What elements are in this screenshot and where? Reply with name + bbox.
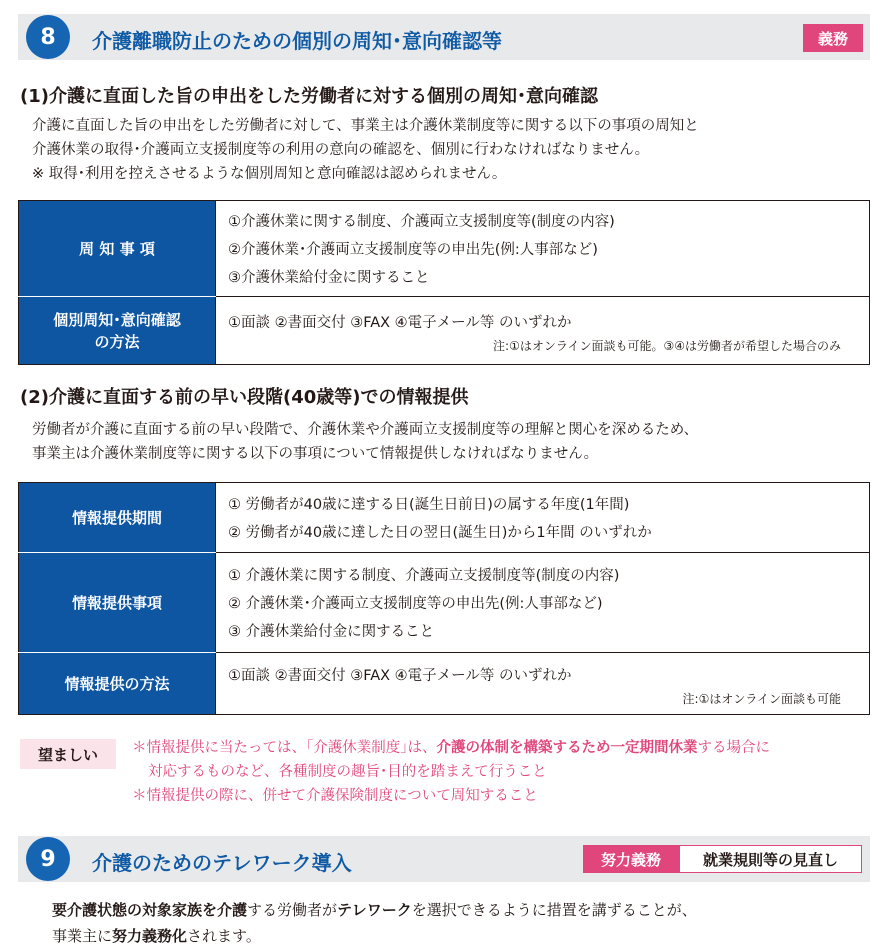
notification-table bbox=[18, 200, 870, 365]
section-9-emphasis: 要介護状態の対象家族を介護 bbox=[52, 901, 248, 919]
preferable-line-1-c: する場合に bbox=[697, 740, 770, 756]
part-1-heading: (1)介護に直面した旨の申出をした労働者に対する個別の周知･意向確認 bbox=[20, 86, 598, 107]
section-8-title: 介護離職防止のための個別の周知･意向確認等 bbox=[92, 29, 502, 53]
section-9-text-part: されます。 bbox=[187, 927, 261, 945]
part-1-note-line: ※ 取得･利用を控えさせるような個別周知と意向確認は認められません。 bbox=[32, 166, 507, 182]
effort-obligation-badge: 努力義務 bbox=[583, 845, 679, 873]
method-note: 注:①はオンライン面談も可能。③④は労働者が希望した場合のみ bbox=[493, 338, 841, 353]
table-head-info-method: 情報提供の方法 bbox=[19, 653, 216, 715]
section-9-line-2 bbox=[52, 923, 697, 949]
section-9-text-part: 事業主に bbox=[52, 927, 113, 945]
info-method-text: ①面談 ②書面交付 ③FAX ④電子メール等 のいずれか bbox=[228, 667, 572, 684]
table-head-period: 情報提供期間 bbox=[19, 483, 216, 553]
preferable-line-3: ＊情報提供の際に、併せて介護保険制度について周知すること bbox=[132, 788, 538, 804]
notice-item: ②介護休業･介護両立支援制度等の申出先(例:人事部など) bbox=[228, 241, 598, 258]
part-1-line: 介護に直面した旨の申出をした労働者に対して、事業主は介護休業制度等に関する以下の事項の周知と bbox=[32, 118, 699, 134]
method-cell bbox=[216, 297, 870, 365]
info-item: ③ 介護休業給付金に関すること bbox=[228, 623, 435, 640]
information-table bbox=[18, 482, 870, 715]
notice-item: ①介護休業に関する制度、介護両立支援制度等(制度の内容) bbox=[228, 213, 615, 230]
info-item: ① 介護休業に関する制度、介護両立支援制度等(制度の内容) bbox=[228, 567, 620, 584]
obligation-badge: 義務 bbox=[803, 24, 863, 52]
part-1-text bbox=[32, 114, 699, 186]
method-text: ①面談 ②書面交付 ③FAX ④電子メール等 のいずれか bbox=[228, 314, 572, 331]
period-item: ① 労働者が40歳に達する日(誕生日前日)の属する年度(1年間) bbox=[228, 496, 630, 513]
table-head-method bbox=[19, 297, 216, 365]
section-9-text-part: する労働者が bbox=[247, 901, 338, 919]
table-head-info-items: 情報提供事項 bbox=[19, 553, 216, 653]
info-item: ② 介護休業･介護両立支援制度等の申出先(例:人事部など) bbox=[228, 595, 603, 612]
preferable-line-1 bbox=[132, 736, 770, 760]
part-2-text bbox=[32, 418, 698, 466]
section-9-text-part: を選択できるように措置を講ずることが、 bbox=[411, 901, 697, 919]
section-9-line-1 bbox=[52, 897, 697, 923]
section-9-number: 9 bbox=[26, 837, 70, 881]
part-2-line: 事業主は介護休業制度等に関する以下の事項について情報提供しなければなりません。 bbox=[32, 446, 599, 462]
method-head-line: 個別周知･意向確認 bbox=[53, 310, 181, 329]
table-head-notice-items: 周 知 事 項 bbox=[19, 201, 216, 297]
info-items-cell bbox=[216, 553, 870, 653]
preferable-line-1-a: ＊情報提供に当たっては、｢介護休業制度｣は、 bbox=[132, 740, 437, 756]
info-method-cell bbox=[216, 653, 870, 715]
period-cell bbox=[216, 483, 870, 553]
section-9-emphasis: テレワーク bbox=[337, 901, 412, 919]
preferable-text bbox=[132, 736, 770, 808]
preferable-line-2: 対応するものなど、各種制度の趣旨･目的を踏まえて行うこと bbox=[148, 764, 547, 780]
preferable-badge: 望ましい bbox=[20, 739, 116, 769]
method-head-line: の方法 bbox=[94, 332, 140, 351]
notice-item: ③介護休業給付金に関すること bbox=[228, 269, 430, 286]
part-2-heading: (2)介護に直面する前の早い段階(40歳等)での情報提供 bbox=[20, 387, 469, 408]
preferable-line-1-emphasis: 介護の体制を構築するため一定期間休業 bbox=[436, 740, 698, 756]
period-item: ② 労働者が40歳に達した日の翌日(誕生日)から1年間 のいずれか bbox=[228, 524, 652, 541]
section-9-text bbox=[52, 897, 697, 949]
section-8-number: 8 bbox=[26, 15, 70, 59]
work-rules-badge: 就業規則等の見直し bbox=[679, 845, 862, 873]
info-method-note: 注:①はオンライン面談も可能 bbox=[682, 691, 841, 706]
section-9-title: 介護のためのテレワーク導入 bbox=[92, 851, 352, 875]
part-2-line: 労働者が介護に直面する前の早い段階で、介護休業や介護両立支援制度等の理解と関心を深めるため、 bbox=[32, 422, 699, 438]
section-9-emphasis: 努力義務化 bbox=[112, 927, 188, 945]
part-1-line: 介護休業の取得･介護両立支援制度等の利用の意向の確認を、個別に行わなければなりません。 bbox=[32, 142, 650, 158]
notice-items-cell bbox=[216, 201, 870, 297]
